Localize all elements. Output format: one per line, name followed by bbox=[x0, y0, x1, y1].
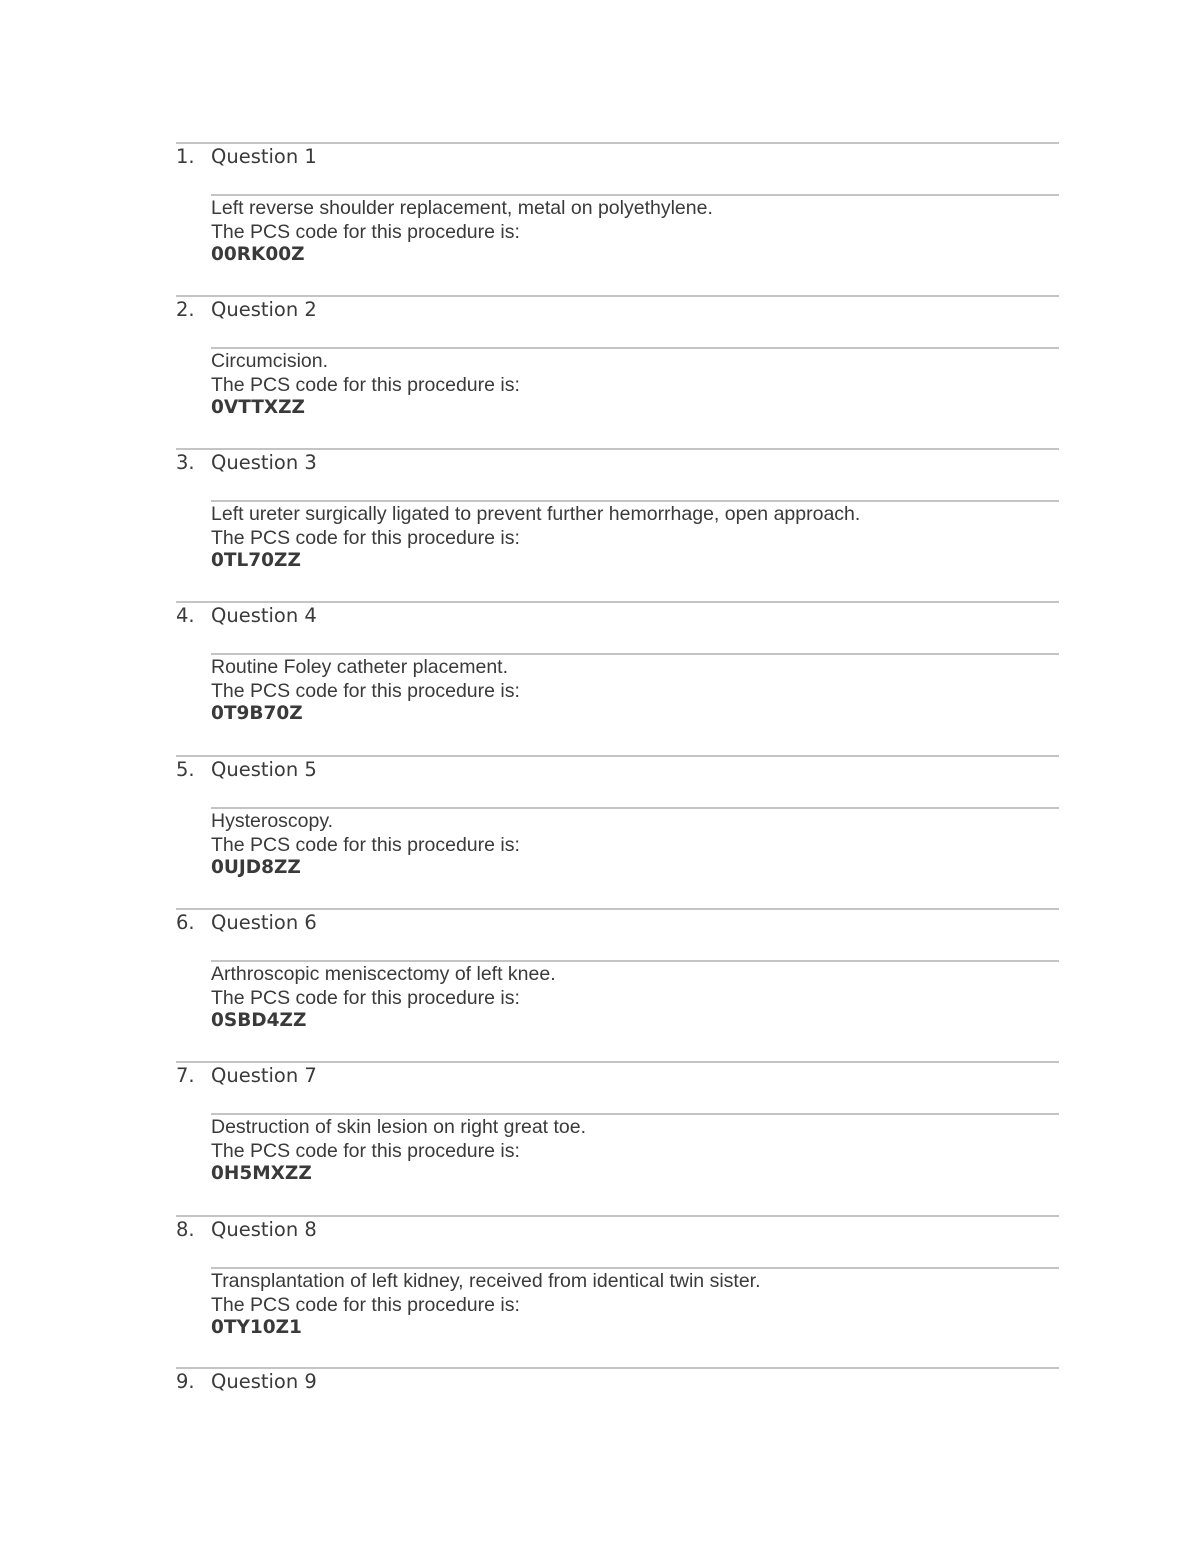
question-body bbox=[211, 1115, 1059, 1163]
question-title: Question 9 bbox=[211, 1370, 317, 1393]
question-body bbox=[211, 502, 1059, 550]
pcs-code-answer: 0TL70ZZ bbox=[211, 550, 301, 571]
question-title: Question 3 bbox=[211, 451, 317, 474]
question-description: Circumcision. bbox=[211, 350, 329, 372]
question-number: 1. bbox=[176, 145, 195, 168]
pcs-code-prompt: The PCS code for this procedure is: bbox=[211, 834, 520, 856]
question-body bbox=[211, 809, 1059, 857]
question-body bbox=[211, 349, 1059, 397]
pcs-code-prompt: The PCS code for this procedure is: bbox=[211, 221, 520, 243]
question-description: Hysteroscopy. bbox=[211, 810, 334, 832]
pcs-code-prompt: The PCS code for this procedure is: bbox=[211, 374, 520, 396]
question-number: 6. bbox=[176, 911, 195, 934]
pcs-code-prompt: The PCS code for this procedure is: bbox=[211, 1294, 520, 1316]
question-description: Arthroscopic meniscectomy of left knee. bbox=[211, 963, 556, 985]
question-body bbox=[211, 655, 1059, 703]
question-number: 4. bbox=[176, 604, 195, 627]
question-number: 9. bbox=[176, 1370, 195, 1393]
question-item bbox=[176, 601, 1059, 755]
question-title: Question 5 bbox=[211, 758, 317, 781]
pcs-code-answer: 0VTTXZZ bbox=[211, 397, 305, 418]
pcs-code-answer: 0UJD8ZZ bbox=[211, 857, 301, 878]
pcs-code-answer: 0T9B70Z bbox=[211, 703, 303, 724]
pcs-code-prompt: The PCS code for this procedure is: bbox=[211, 1140, 520, 1162]
pcs-code-prompt: The PCS code for this procedure is: bbox=[211, 680, 520, 702]
question-title: Question 7 bbox=[211, 1064, 317, 1087]
pcs-code-answer: 0H5MXZZ bbox=[211, 1163, 312, 1184]
pcs-code-answer: 0SBD4ZZ bbox=[211, 1010, 307, 1031]
question-body bbox=[211, 196, 1059, 244]
question-title: Question 1 bbox=[211, 145, 317, 168]
question-title: Question 8 bbox=[211, 1218, 317, 1241]
pcs-code-answer: 0TY10Z1 bbox=[211, 1317, 302, 1338]
question-item bbox=[176, 755, 1059, 909]
pcs-code-prompt: The PCS code for this procedure is: bbox=[211, 987, 520, 1009]
question-number: 3. bbox=[176, 451, 195, 474]
question-item bbox=[176, 1215, 1059, 1369]
question-item bbox=[176, 908, 1059, 1062]
question-description: Left reverse shoulder replacement, metal on polyethylene. bbox=[211, 197, 713, 219]
question-item bbox=[176, 448, 1059, 602]
question-title: Question 4 bbox=[211, 604, 317, 627]
question-number: 8. bbox=[176, 1218, 195, 1241]
question-body bbox=[211, 962, 1059, 1010]
question-description: Destruction of skin lesion on right great toe. bbox=[211, 1116, 587, 1138]
pcs-code-answer: 00RK00Z bbox=[211, 244, 305, 265]
question-title: Question 6 bbox=[211, 911, 317, 934]
question-number: 7. bbox=[176, 1064, 195, 1087]
question-description: Left ureter surgically ligated to prevent further hemorrhage, open approach. bbox=[211, 503, 861, 525]
question-number: 5. bbox=[176, 758, 195, 781]
question-item bbox=[176, 295, 1059, 449]
question-item bbox=[176, 1367, 1059, 1407]
question-item bbox=[176, 1061, 1059, 1215]
question-description: Transplantation of left kidney, received from identical twin sister. bbox=[211, 1270, 761, 1292]
question-item bbox=[176, 142, 1059, 296]
question-description: Routine Foley catheter placement. bbox=[211, 656, 508, 678]
question-body bbox=[211, 1269, 1059, 1317]
question-title: Question 2 bbox=[211, 298, 317, 321]
question-number: 2. bbox=[176, 298, 195, 321]
pcs-code-prompt: The PCS code for this procedure is: bbox=[211, 527, 520, 549]
